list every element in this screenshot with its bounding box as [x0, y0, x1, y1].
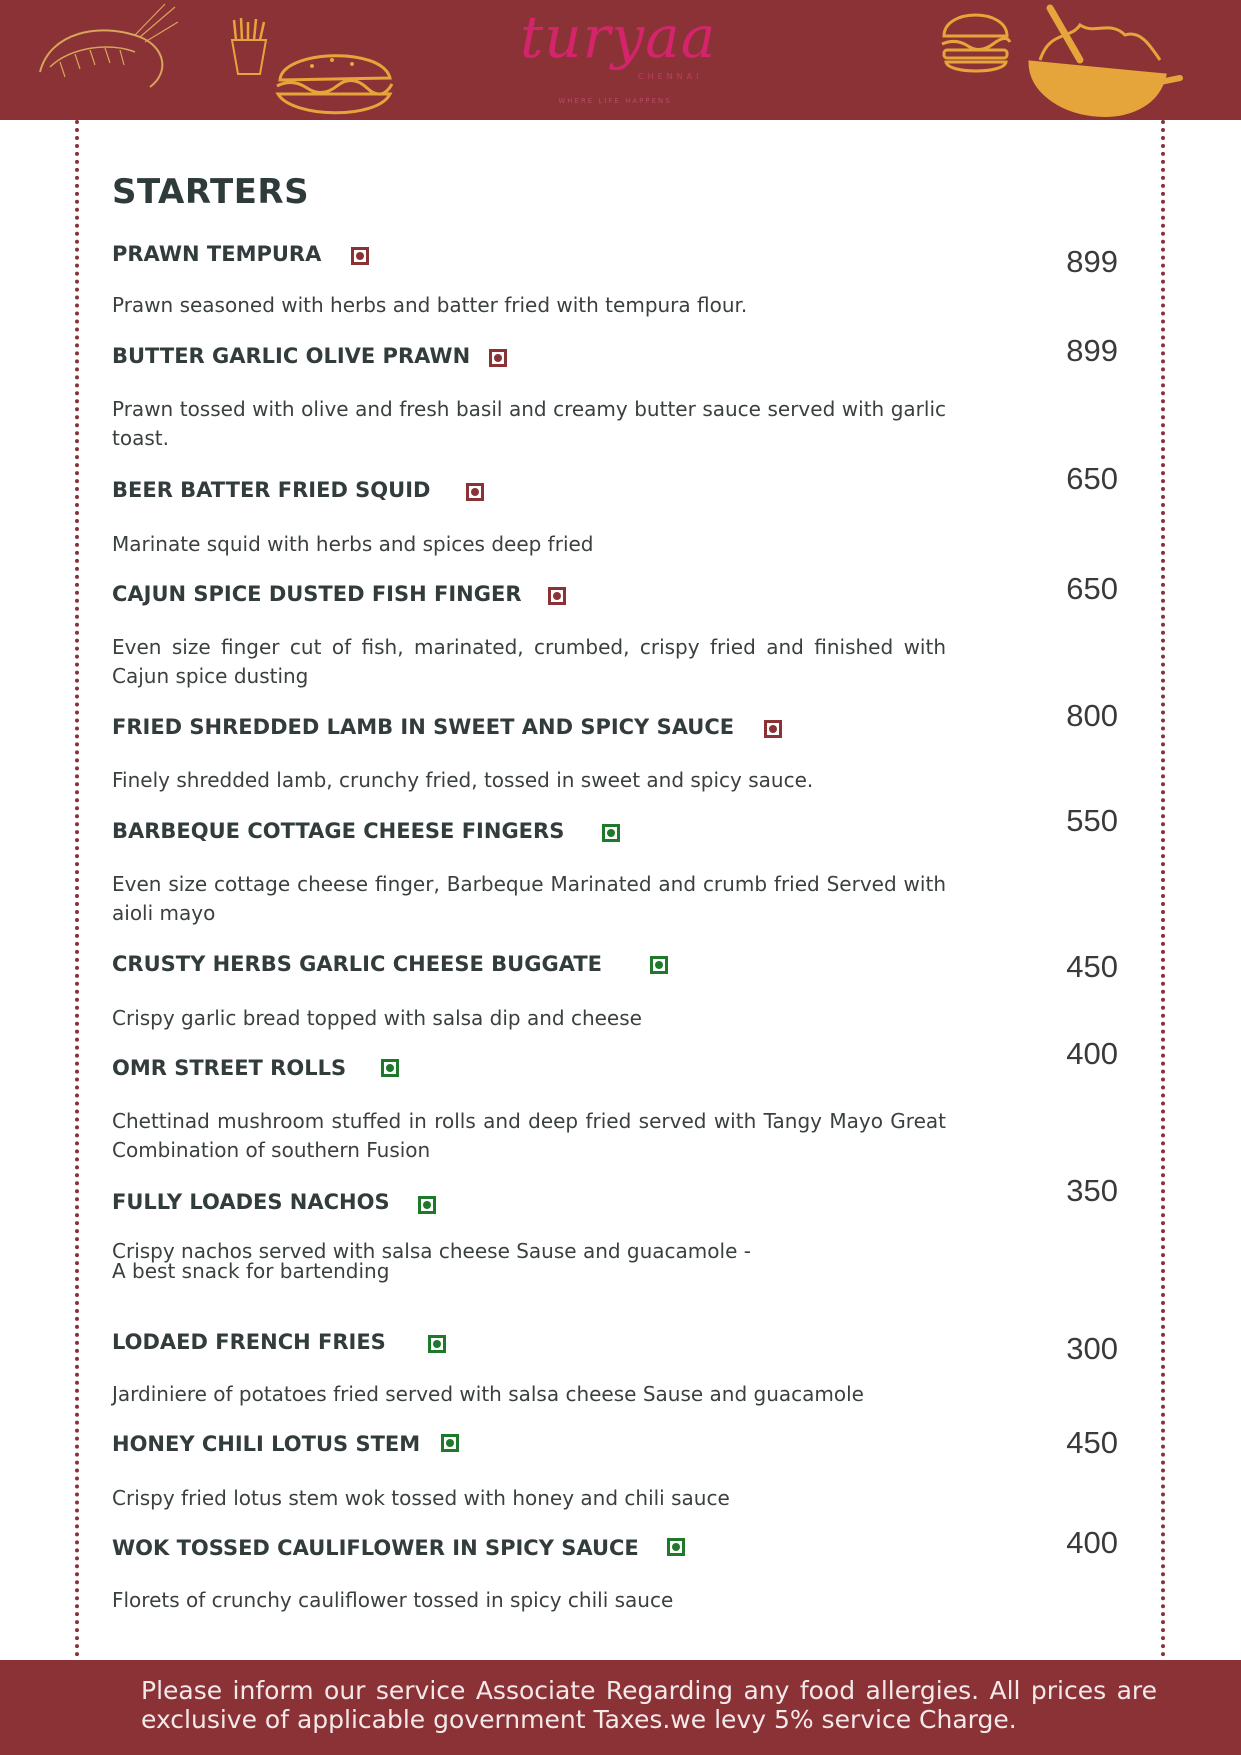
item-price: 899: [1066, 333, 1118, 368]
footer-banner: [0, 1660, 1241, 1755]
veg-icon: [602, 824, 620, 842]
item-name: BARBEQUE COTTAGE CHEESE FINGERS: [112, 819, 565, 843]
item-price: 550: [1066, 803, 1118, 838]
item-price: 650: [1066, 461, 1118, 496]
item-description: Even size finger cut of fish, marinated, crumbed, crispy fried and finished with Cajun spice dusting: [112, 635, 946, 688]
item-name: LODAED FRENCH FRIES: [112, 1330, 386, 1354]
brand-city: CHENNAI: [638, 72, 703, 81]
non-veg-icon: [466, 483, 484, 501]
brand-logo: [520, 0, 717, 105]
veg-icon: [667, 1538, 685, 1556]
non-veg-icon: [548, 587, 566, 605]
non-veg-icon: [351, 247, 369, 265]
veg-icon: [381, 1059, 399, 1077]
item-price: 350: [1066, 1173, 1118, 1208]
veg-icon: [428, 1335, 446, 1353]
right-dotted-border: [1161, 120, 1165, 1658]
item-price: 400: [1066, 1525, 1118, 1560]
brand-tagline: WHERE LIFE HAPPENS: [558, 97, 672, 105]
left-dotted-border: [75, 120, 79, 1658]
french-fries-icon: [226, 16, 272, 76]
veg-icon: [418, 1196, 436, 1214]
salad-bowl-icon: [1020, 0, 1185, 138]
item-price: 899: [1066, 244, 1118, 279]
item-description: Finely shredded lamb, crunchy fried, tossed in sweet and spicy sauce.: [112, 768, 814, 792]
section-title: STARTERS: [112, 172, 310, 212]
item-description: Crispy garlic bread topped with salsa dip and cheese: [112, 1006, 642, 1030]
item-name: PRAWN TEMPURA: [112, 242, 322, 266]
item-price: 650: [1066, 571, 1118, 606]
veg-icon: [441, 1434, 459, 1452]
item-description: Prawn seasoned with herbs and batter fried with tempura flour.: [112, 293, 748, 317]
item-description: Florets of crunchy cauliflower tossed in spicy chili sauce: [112, 1588, 674, 1612]
item-name: FRIED SHREDDED LAMB IN SWEET AND SPICY SAUCE: [112, 715, 735, 739]
item-price: 400: [1066, 1036, 1118, 1071]
item-price: 450: [1066, 1425, 1118, 1460]
footer-note: Please inform our service Associate Regarding any food allergies. All prices are exclusive of applicable government Taxes.we levy 5% service Charge.: [141, 1676, 1157, 1734]
item-name: BUTTER GARLIC OLIVE PRAWN: [112, 344, 471, 368]
item-name: BEER BATTER FRIED SQUID: [112, 478, 431, 502]
item-description: Crispy fried lotus stem wok tossed with honey and chili sauce: [112, 1486, 730, 1510]
burger-icon: [938, 4, 1013, 76]
item-description: Even size cottage cheese finger, Barbeque Marinated and crumb fried Served with aioli mayo: [112, 872, 946, 925]
header-banner: [0, 0, 1241, 120]
prawn-icon: [30, 2, 180, 97]
item-description: Chettinad mushroom stuffed in rolls and deep fried served with Tangy Mayo Great Combination of southern Fusion: [112, 1109, 946, 1162]
item-name: CRUSTY HERBS GARLIC CHEESE BUGGATE: [112, 952, 602, 976]
non-veg-icon: [489, 349, 507, 367]
brand-name: turyaa: [520, 3, 717, 71]
item-name: CAJUN SPICE DUSTED FISH FINGER: [112, 582, 522, 606]
item-name: WOK TOSSED CAULIFLOWER IN SPICY SAUCE: [112, 1536, 639, 1560]
item-price: 800: [1066, 698, 1118, 733]
item-description-line-2: A best snack for bartending: [112, 1259, 390, 1283]
item-description: Marinate squid with herbs and spices deep fried: [112, 532, 594, 556]
veg-icon: [650, 956, 668, 974]
item-description: Jardiniere of potatoes fried served with salsa cheese Sause and guacamole: [112, 1382, 864, 1406]
non-veg-icon: [764, 720, 782, 738]
item-name: FULLY LOADES NACHOS: [112, 1190, 390, 1214]
item-price: 300: [1066, 1331, 1118, 1366]
item-description: Crispy nachos served with salsa cheese Sause and guacamole -: [112, 1239, 751, 1263]
item-name: OMR STREET ROLLS: [112, 1056, 347, 1080]
sandwich-icon: [272, 38, 397, 123]
item-name: HONEY CHILI LOTUS STEM: [112, 1432, 421, 1456]
item-description: Prawn tossed with olive and fresh basil and creamy butter sauce served with garlic toast.: [112, 397, 946, 450]
item-price: 450: [1066, 949, 1118, 984]
